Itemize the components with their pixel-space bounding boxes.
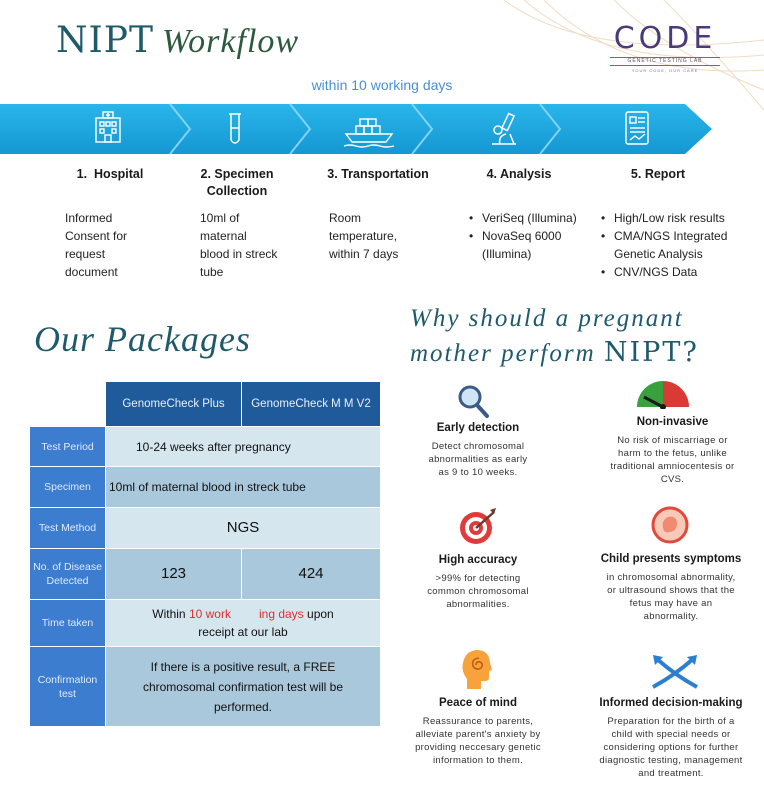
table-cell: 10ml of maternal blood in streck tube xyxy=(106,467,380,507)
fetus-icon xyxy=(650,505,690,545)
workflow-arrow-bar xyxy=(0,100,764,158)
list-item: • CNV/NGS Data xyxy=(601,263,761,281)
step-1-body: Informed Consent for request document xyxy=(65,211,128,279)
row-label: No. of Disease Detected xyxy=(30,549,105,599)
crossing-arrows-icon xyxy=(649,653,701,689)
benefit-non-invasive: Non-invasive No risk of miscarriage or harm to the fetus, unlike traditional amniocentesis or CVS. xyxy=(610,416,735,485)
logo-tagline: YOUR CODE, OUR CARE xyxy=(631,68,699,73)
row-label: Test Method xyxy=(30,508,105,548)
list-item: • NovaSeq 6000 (Illumina) xyxy=(469,227,599,263)
table-corner xyxy=(30,382,105,426)
step-3-body: Room temperature, within 7 days xyxy=(329,211,399,261)
table-cell: If there is a positive result, a FREE chromosomal confirmation test will be performed. xyxy=(106,647,380,726)
table-cell: 10-24 weeks after pregnancy xyxy=(106,427,380,466)
step-2-title: 2. Specimen Collection xyxy=(200,167,274,198)
table-cell: 123 xyxy=(106,549,241,599)
column-header: GenomeCheck M M V2 xyxy=(242,382,380,426)
list-item: • CMA/NGS Integrated Genetic Analysis xyxy=(601,227,761,263)
column-header: GenomeCheck Plus xyxy=(106,382,241,426)
row-label: Confirmation test xyxy=(30,647,105,726)
benefit-peace-of-mind: Peace of mind Reassurance to parents, alleviate parent's anxiety by providing neccesary genetic information to them. xyxy=(415,697,541,766)
logo-word: CODE xyxy=(613,21,717,56)
row-label: Time taken xyxy=(30,600,105,646)
benefit-high-accuracy: High accuracy >99% for detecting common chromosomal abnormalities. xyxy=(427,554,529,610)
packages-table xyxy=(30,382,380,726)
row-label: Test Period xyxy=(30,427,105,466)
target-icon xyxy=(458,506,498,546)
list-item: • High/Low risk results xyxy=(601,209,761,227)
list-item: • VeriSeq (Illumina) xyxy=(469,209,599,227)
why-title: Why should a pregnant mother perform NIPT? xyxy=(410,305,699,368)
head-spiral-icon xyxy=(461,647,493,691)
step-4-body xyxy=(469,209,599,263)
table-cell: Within 10 work ing days upon receipt at our lab xyxy=(106,600,380,646)
step-2-body: 10ml of maternal blood in streck tube xyxy=(200,211,278,279)
benefit-informed-decision: Informed decision-making Preparation for the birth of a child with special needs or considering options for further diagnostic testing, management and treatment. xyxy=(599,697,743,779)
step-5-title: 5. Report xyxy=(630,167,686,181)
step-4-title: 4. Analysis xyxy=(486,167,552,181)
workflow-duration: within 10 working days xyxy=(311,77,453,93)
title-italic: Workflow xyxy=(161,23,300,60)
table-cell: NGS xyxy=(106,508,380,548)
packages-title: Our Packages xyxy=(34,319,251,359)
step-3-title: 3. Transportation xyxy=(327,167,429,181)
row-label: Specimen xyxy=(30,467,105,507)
benefit-child-symptoms: Child presents symptoms in chromosomal abnormality, or ultrasound shows that the fetus may have an abnormality. xyxy=(600,553,742,622)
magnifier-icon xyxy=(455,383,491,419)
page-title xyxy=(56,20,299,61)
gauge-icon xyxy=(634,377,692,409)
benefit-early-detection: Early detection Detect chromosomal abnormalities as early as 9 to 10 weeks. xyxy=(428,422,528,478)
logo-subtitle: GENETIC TESTING LAB xyxy=(610,57,720,66)
title-main: NIPT xyxy=(56,20,154,61)
step-1-title: 1. Hospital xyxy=(76,167,144,181)
step-5-body xyxy=(601,209,761,281)
table-cell: 424 xyxy=(242,549,380,599)
